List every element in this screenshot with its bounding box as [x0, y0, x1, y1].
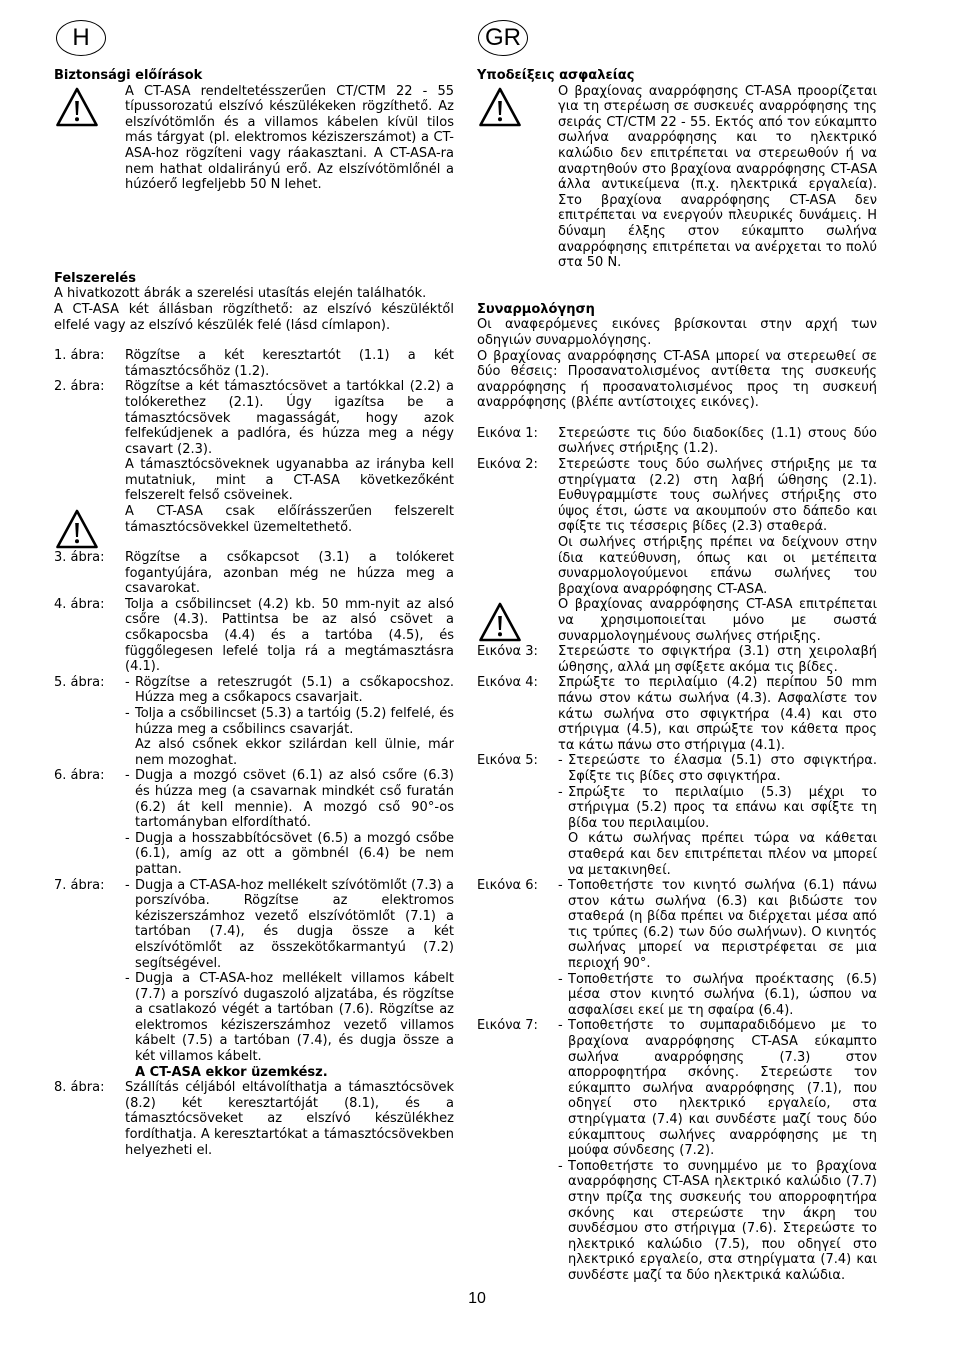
step: [54, 348, 454, 379]
step-sub-text: Rögzítse a reteszrugót (5.1) a csőkapocshoz. Húzza meg a csőkapocs csavarjait.: [135, 674, 454, 706]
step: [477, 644, 877, 675]
step-text: Στερεώστε τις δύο διαδοκίδες (1.1) στους δύο σωλήνες στήριξης (1.2).: [558, 425, 877, 457]
step-sub-text: Tolja a csőbilincset (5.3) a tartóig (5.2) felfelé, és húzza meg a csőbilincs csavarját.: [135, 706, 454, 737]
step-label: Εικόνα 3:: [477, 644, 538, 660]
step-text: Tolja a csőbilincset (4.2) kb. 50 mm-nyit az alsó csőre (4.3). Pattintsa be az alsó csövet a csőkapocsba (4.4) és a tartóba (4.5), és függőlegesen lefelé tolja rá a megtámasztásra (4.1).: [125, 596, 454, 675]
greek-column: [477, 20, 877, 1284]
step-sub-text: Dugja a CT-ASA-hoz mellékelt szívótömlőt (7.3) a porszívóba. Rögzítse az elektromos kéziszerszámhoz vezető elszívótömlőt (7.1) a tartóban (7.4), és dugja össze a két elszívótömlőt az összekötőkarmantyú (7.2) segítségével.: [135, 877, 454, 971]
assembly-steps: [477, 426, 877, 1284]
assembly-intro-1: Οι αναφερόμενες εικόνες βρίσκονται στην αρχή των οδηγιών συναρμολόγησης.: [477, 317, 877, 348]
step-sub-text: Σπρώξτε το περιλαίμιο (5.3) μέχρι το στήριγμα (5.2) προς τα επάνω και σφίξτε τη βίδα του περιλαιμίου.: [568, 784, 877, 831]
step-sub-text: Dugja a CT-ASA-hoz mellékelt villamos kábelt (7.7) a porszívó dugaszoló aljzatába, és rögzítse a csatlakozó végét a tartóban (7.6). Rögzítse az elektromos kéziszerszámhoz vezető villamos kábelt (7.5) a tartóban (7.4), és dugja össze a két villamos kábelt.: [135, 971, 454, 1065]
step-sub-text: Τοποθετήστε το σωλήνα προέκτασης (6.5) μέσα στον κινητό σωλήνα (6.1), ώσπου να ασφαλίσει εκεί με τη σφαίρα (6.4).: [568, 971, 877, 1018]
step-label: Εικόνα 2:: [477, 457, 538, 473]
step-label: Εικόνα 6:: [477, 878, 538, 894]
step-extra: Ο κάτω σωλήνας πρέπει τώρα να κάθεται σταθερά και δεν επιτρέπεται πλέον να μπορεί να μετακινηθεί.: [568, 831, 877, 878]
step-warning-text: Ο βραχίονας αναρρόφησης CT-ASA επιτρέπεται να χρησιμοποιείται μόνο με σωστά συναρμολογημένους σωλήνες στήριξης.: [558, 597, 877, 644]
safety-text: A CT-ASA rendeltetésszerűen CT/CTM 22 - 55 típussorozatú elszívó készülékeken rögzíthető. Az elszívótömlőn és a villamos kábelen kívül tilos más tárgyat (pl. elektromos kéziszerszámot) a CT-ASA-hoz rögzíteni vagy ráakasztani. A CT-ASA-ra nem hathat oldalirányú erő. Az elszívótömlőnél a húzóerő legfeljebb 50 N lehet.: [125, 83, 454, 193]
step: 6. ábra: - Dugja a mozgó csövet (6.1) az alsó csőre (6.3) és húzza meg (a csavarnak mindkét cső furatán (6.2) át kell mennie). A mozgó cső 90°-os tartományban elfordítható. - Dugja a hosszabbítócsövet (6.5) a mozgó csőbe (6.1), amíg az ott a gömbnél (6.4) be nem pattan.: [54, 768, 454, 877]
step-warning: [54, 504, 454, 550]
step-label: 2. ábra:: [54, 379, 105, 395]
step-extra: Οι σωλήνες στήριξης πρέπει να δείχνουν στην ίδια κατεύθυνση, όπως και οι μετέπειτα συναρμολογούμενοι επάνω σωλήνες του βραχίονα αναρρόφησης CT-ASA.: [558, 535, 877, 597]
assembly-intro-1: A hivatkozott ábrák a szerelési utasítás elején találhatók.: [54, 286, 427, 302]
warning-triangle-icon: [478, 86, 522, 128]
step-text: Rögzítse a két támasztócsövet a tartókkal (2.2) a tolókerethez (2.1). Úgy igazítsa be a támasztócsövek magasságát, hogy azok felfekúdjenek a padlóra, és húzza meg a négy csavart (2.3).: [125, 379, 454, 457]
step: 7. ábra: - Dugja a CT-ASA-hoz mellékelt szívótömlőt (7.3) a porszívóba. Rögzítse az elektromos kéziszerszámhoz vezető elszívótömlőt (7.1) a tartóban (7.4), és dugja össze a két elszívótömlőt az összekötőkarmantyú (7.2) segítségével. - Dugja a CT-ASA-hoz mellékelt villamos kábelt (7.7) a porszívó dugaszoló aljzatába, és rögzítse a csatlakozó végét a tartóban (7.6). Rögzítse az elektromos kéziszerszámhoz vezető villamos kábelt (7.5) a tartóban (7.4), és dugja össze a két villamos kábelt. A CT-ASA ekkor üzemkész.: [54, 877, 454, 1080]
assembly-title: Felszerelés: [54, 270, 136, 286]
step-label: Εικόνα 7:: [477, 1018, 538, 1034]
step-text: Στερεώστε το σφιγκτήρα (3.1) στη χειρολαβή ώθησης, αλλά μη σφίξετε ακόμα τις βίδες.: [558, 644, 877, 675]
safety-text: Ο βραχίονας αναρρόφησης CT-ASA προορίζεται για τη στερέωση σε συσκευές αναρρόφησης της σειράς CT/CTM 22 - 55. Εκτός από τον εύκαμπτο σωλήνα αναρρόφησης και το ηλεκτρικό καλώδιο δεν επιτρέπεται να στερεωθούν ή να αναρτηθούν στο βραχίονα αναρρόφησης CT-ASA άλλα αντικείμενα (π.χ. ηλεκτρικά εργαλεία). Στο βραχίονα αναρρόφησης CT-ASA δεν επιτρέπεται να ενεργούν πλευρικές δυνάμεις. Η δύναμη έλξης στον εύκαμπτο σωλήνα αναρρόφησης επιτρέπεται να ανέρχεται το πολύ στα 50 N.: [558, 83, 877, 271]
step: [477, 426, 877, 457]
step-label: 5. ábra:: [54, 674, 105, 690]
step-warning: [477, 597, 877, 644]
step-sub-text: Τοποθετήστε τον κινητό σωλήνα (6.1) πάνω στον κάτω σωλήνα (6.3) και βιδώστε τον σταθερά (η βίδα πρέπει να διέρχεται μέσα από τις τρύπες (6.2) των δύο σωλήνων). Ο κινητός σωλήνας μπορεί να περιστρέφεται σε μια περιοχή 90°.: [568, 878, 877, 972]
step: [477, 457, 877, 644]
step-label: Εικόνα 5:: [477, 753, 538, 769]
step-label: 3. ábra:: [54, 550, 105, 566]
assembly-intro-2: A CT-ASA két állásban rögzíthető: az elszívó készüléktől elfelé vagy az elszívó készülék felé (lásd címlapon).: [54, 301, 454, 333]
step-sub-text: Dugja a hosszabbítócsövet (6.5) a mozgó csőbe (6.1), amíg az ott a gömbnél (6.4) be nem pattan.: [135, 830, 454, 877]
page-number: 10: [468, 1290, 486, 1307]
language-badge-h: H: [56, 20, 106, 56]
safety-title: Υποδείξεις ασφαλείας: [477, 68, 635, 83]
language-badge-gr: GR: [478, 20, 528, 56]
step-text: Στερεώστε τους δύο σωλήνες στήριξης με τα στηρίγματα (2.2) στη λαβή ώθησης (2.1). Ευθυγραμμίστε τους σωλήνες στήριξης στο ύψος έτσι, ώστε να ακουμπούν στο δάπεδο και σφίξτε τις τέσσερις βίδες (2.3) σταθερά.: [558, 457, 877, 535]
assembly-intro-2: Ο βραχίονας αναρρόφησης CT-ASA μπορεί να στερεωθεί σε δύο θέσεις: Προσανατολισμένος αντίθετα της συσκευής αναρρόφησης ή προσανατολισμένος προς τη συσκευή αναρρόφησης (βλέπε αντίστοιχες εικόνες).: [477, 348, 877, 411]
safety-title: Biztonsági előírások: [54, 68, 203, 83]
step-text: Rögzítse a két keresztartót (1.1) a két támasztócsőhöz (1.2).: [125, 348, 454, 379]
step: [477, 675, 877, 753]
step: Εικόνα 6: - Τοποθετήστε τον κινητό σωλήνα (6.1) πάνω στον κάτω σωλήνα (6.3) και βιδώστε τον σταθερά (η βίδα πρέπει να διέρχεται μέσα από τις τρύπες (6.2) των δύο σωλήνων). Ο κινητός σωλήνας μπορεί να περιστρέφεται σε μια περιοχή 90°. - Τοποθετήστε το σωλήνα προέκτασης (6.5) μέσα στον κινητό σωλήνα (6.1), ώσπου να ασφαλίσει εκεί με τη σφαίρα (6.4).: [477, 878, 877, 1018]
step-label: Εικόνα 4:: [477, 675, 538, 691]
step: [54, 379, 454, 550]
warning-triangle-icon: [55, 508, 99, 550]
step: 5. ábra: - Rögzítse a reteszrugót (5.1) a csőkapocshoz. Húzza meg a csőkapocs csavarjait. - Tolja a csőbilincset (5.3) a tartóig (5.2) felfelé, és húzza meg a csőbilincs csavarját. Az alsó csőnek ekkor szilárdan kell ülnie, már nem mozoghat.: [54, 674, 454, 768]
step-text: Rögzítse a csőkapcsot (3.1) a tolókeret fogantyújára, azonban még ne húzza meg a csavarokat.: [125, 550, 454, 597]
step-label: Εικόνα 1:: [477, 425, 538, 441]
step: [54, 597, 454, 675]
step-sub-text: Dugja a mozgó csövet (6.1) az alsó csőre (6.3) és húzza meg (a csavarnak mindkét cső furatán (6.2) át kell mennie). A mozgó cső 90°-os tartományban elfordítható.: [135, 768, 454, 831]
step-sub-text: Τοποθετήστε το συνημμένο με το βραχίονα αναρρόφησης CT-ASA ηλεκτρικό καλώδιο (7.7) στην πρίζα της συσκευής του απορροφητήρα σκόνης και στερεώστε την άκρη του συνδέσμου στο στήριγμα (7.6). Στερεώστε το ηλεκτρικό καλώδιο (7.5), που οδηγεί στο ηλεκτρικό εργαλείο, στα στηρίγματα (7.4) και συνδέστε μαζί τα δύο ηλεκτρικά καλώδια.: [568, 1158, 877, 1283]
step: Εικόνα 7: - Τοποθετήστε το συμπαραδιδόμενο με το βραχίονα αναρρόφησης CT-ASA εύκαμπτο σωλήνα αναρρόφησης (7.3) στον απορροφητήρα σκόνης. Στερεώστε τον εύκαμπτο σωλήνα αναρρόφησης (7.1), που οδηγεί στο ηλεκτρικό εργαλείο, στα στηρίγματα (7.4) και συνδέστε μαζί τους δύο εύκαμπτους σωλήνες αναρρόφησης με τη μούφα σύνδεσης (7.2). - Τοποθετήστε το συνημμένο με το βραχίονα αναρρόφησης CT-ASA ηλεκτρικό καλώδιο (7.7) στην πρίζα της συσκευής του απορροφητήρα σκόνης και στερεώστε την άκρη του συνδέσμου στο στήριγμα (7.6). Στερεώστε το ηλεκτρικό καλώδιο (7.5), που οδηγεί στο ηλεκτρικό εργαλείο, στα στηρίγματα (7.4) και συνδέστε μαζί τα δύο ηλεκτρικά καλώδια.: [477, 1018, 877, 1283]
safety-block: [54, 84, 454, 193]
step-label: 4. ábra:: [54, 596, 105, 612]
step-extra: Az alsó csőnek ekkor szilárdan kell ülnie, már nem mozoghat.: [135, 737, 454, 768]
step-extra: A támasztócsöveknek ugyanabba az irányba kell mutatniuk, mint a CT-ASA következőként felszerelt felső csöveinek.: [125, 457, 454, 504]
step-label: 7. ábra:: [54, 877, 105, 893]
step-text: Σπρώξτε το περιλαίμιο (4.2) περίπου 50 mm πάνω στον κάτω σωλήνα (4.3). Ασφαλίστε τον κάτω σωλήνα στο σφιγκτήρα (4.4) και στο στήριγμα (4.5), και σπρώξτε τον κάθετα προς τα κάτω πάνω στο στήριγμα (4.1).: [558, 675, 877, 753]
step-warning-text: A CT-ASA csak előírásszerűen felszerelt támasztócsövekkel üzemeltethető.: [125, 504, 454, 535]
step-label: 1. ábra:: [54, 348, 105, 364]
step-text: Szállítás céljából eltávolíthatja a támasztócsövek (8.2) két keresztartóját (8.1), és a támasztócsöveket az elszívó készülékhez fordíthatja. A keresztartókat a támasztócsövekben helyezheti el.: [125, 1080, 454, 1158]
step: [54, 550, 454, 597]
step: Εικόνα 5: - Στερεώστε το έλασμα (5.1) στο σφιγκτήρα. Σφίξτε τις βίδες στο σφιγκτήρα. - Σπρώξτε το περιλαίμιο (5.3) μέχρι το στήριγμα (5.2) προς τα επάνω και σφίξτε τη βίδα του περιλαιμίου. Ο κάτω σωλήνας πρέπει τώρα να κάθεται σταθερά και δεν επιτρέπεται πλέον να μπορεί να μετακινηθεί.: [477, 753, 877, 878]
step-label: 6. ábra:: [54, 768, 105, 784]
step-sub-text: Τοποθετήστε το συμπαραδιδόμενο με το βραχίονα αναρρόφησης CT-ASA εύκαμπτο σωλήνα αναρρόφησης (7.3) στον απορροφητήρα σκόνης. Στερεώστε τον εύκαμπτο σωλήνα αναρρόφησης (7.1), που οδηγεί στο ηλεκτρικό εργαλείο, στα στηρίγματα (7.4) και συνδέστε μαζί τους δύο εύκαμπτους σωλήνες αναρρόφησης με τη μούφα σύνδεσης (7.2).: [568, 1018, 877, 1159]
step-sub-text: Στερεώστε το έλασμα (5.1) στο σφιγκτήρα. Σφίξτε τις βίδες στο σφιγκτήρα.: [568, 753, 877, 784]
ready-text: A CT-ASA ekkor üzemkész.: [135, 1064, 328, 1080]
step-label: 8. ábra:: [54, 1080, 105, 1096]
step: [54, 1080, 454, 1158]
assembly-title: Συναρμολόγηση: [477, 301, 595, 317]
assembly-steps: [54, 348, 454, 1158]
safety-block: [477, 84, 877, 271]
hungarian-column: [54, 20, 454, 1158]
warning-triangle-icon: [55, 86, 99, 128]
warning-triangle-icon: [478, 601, 522, 643]
